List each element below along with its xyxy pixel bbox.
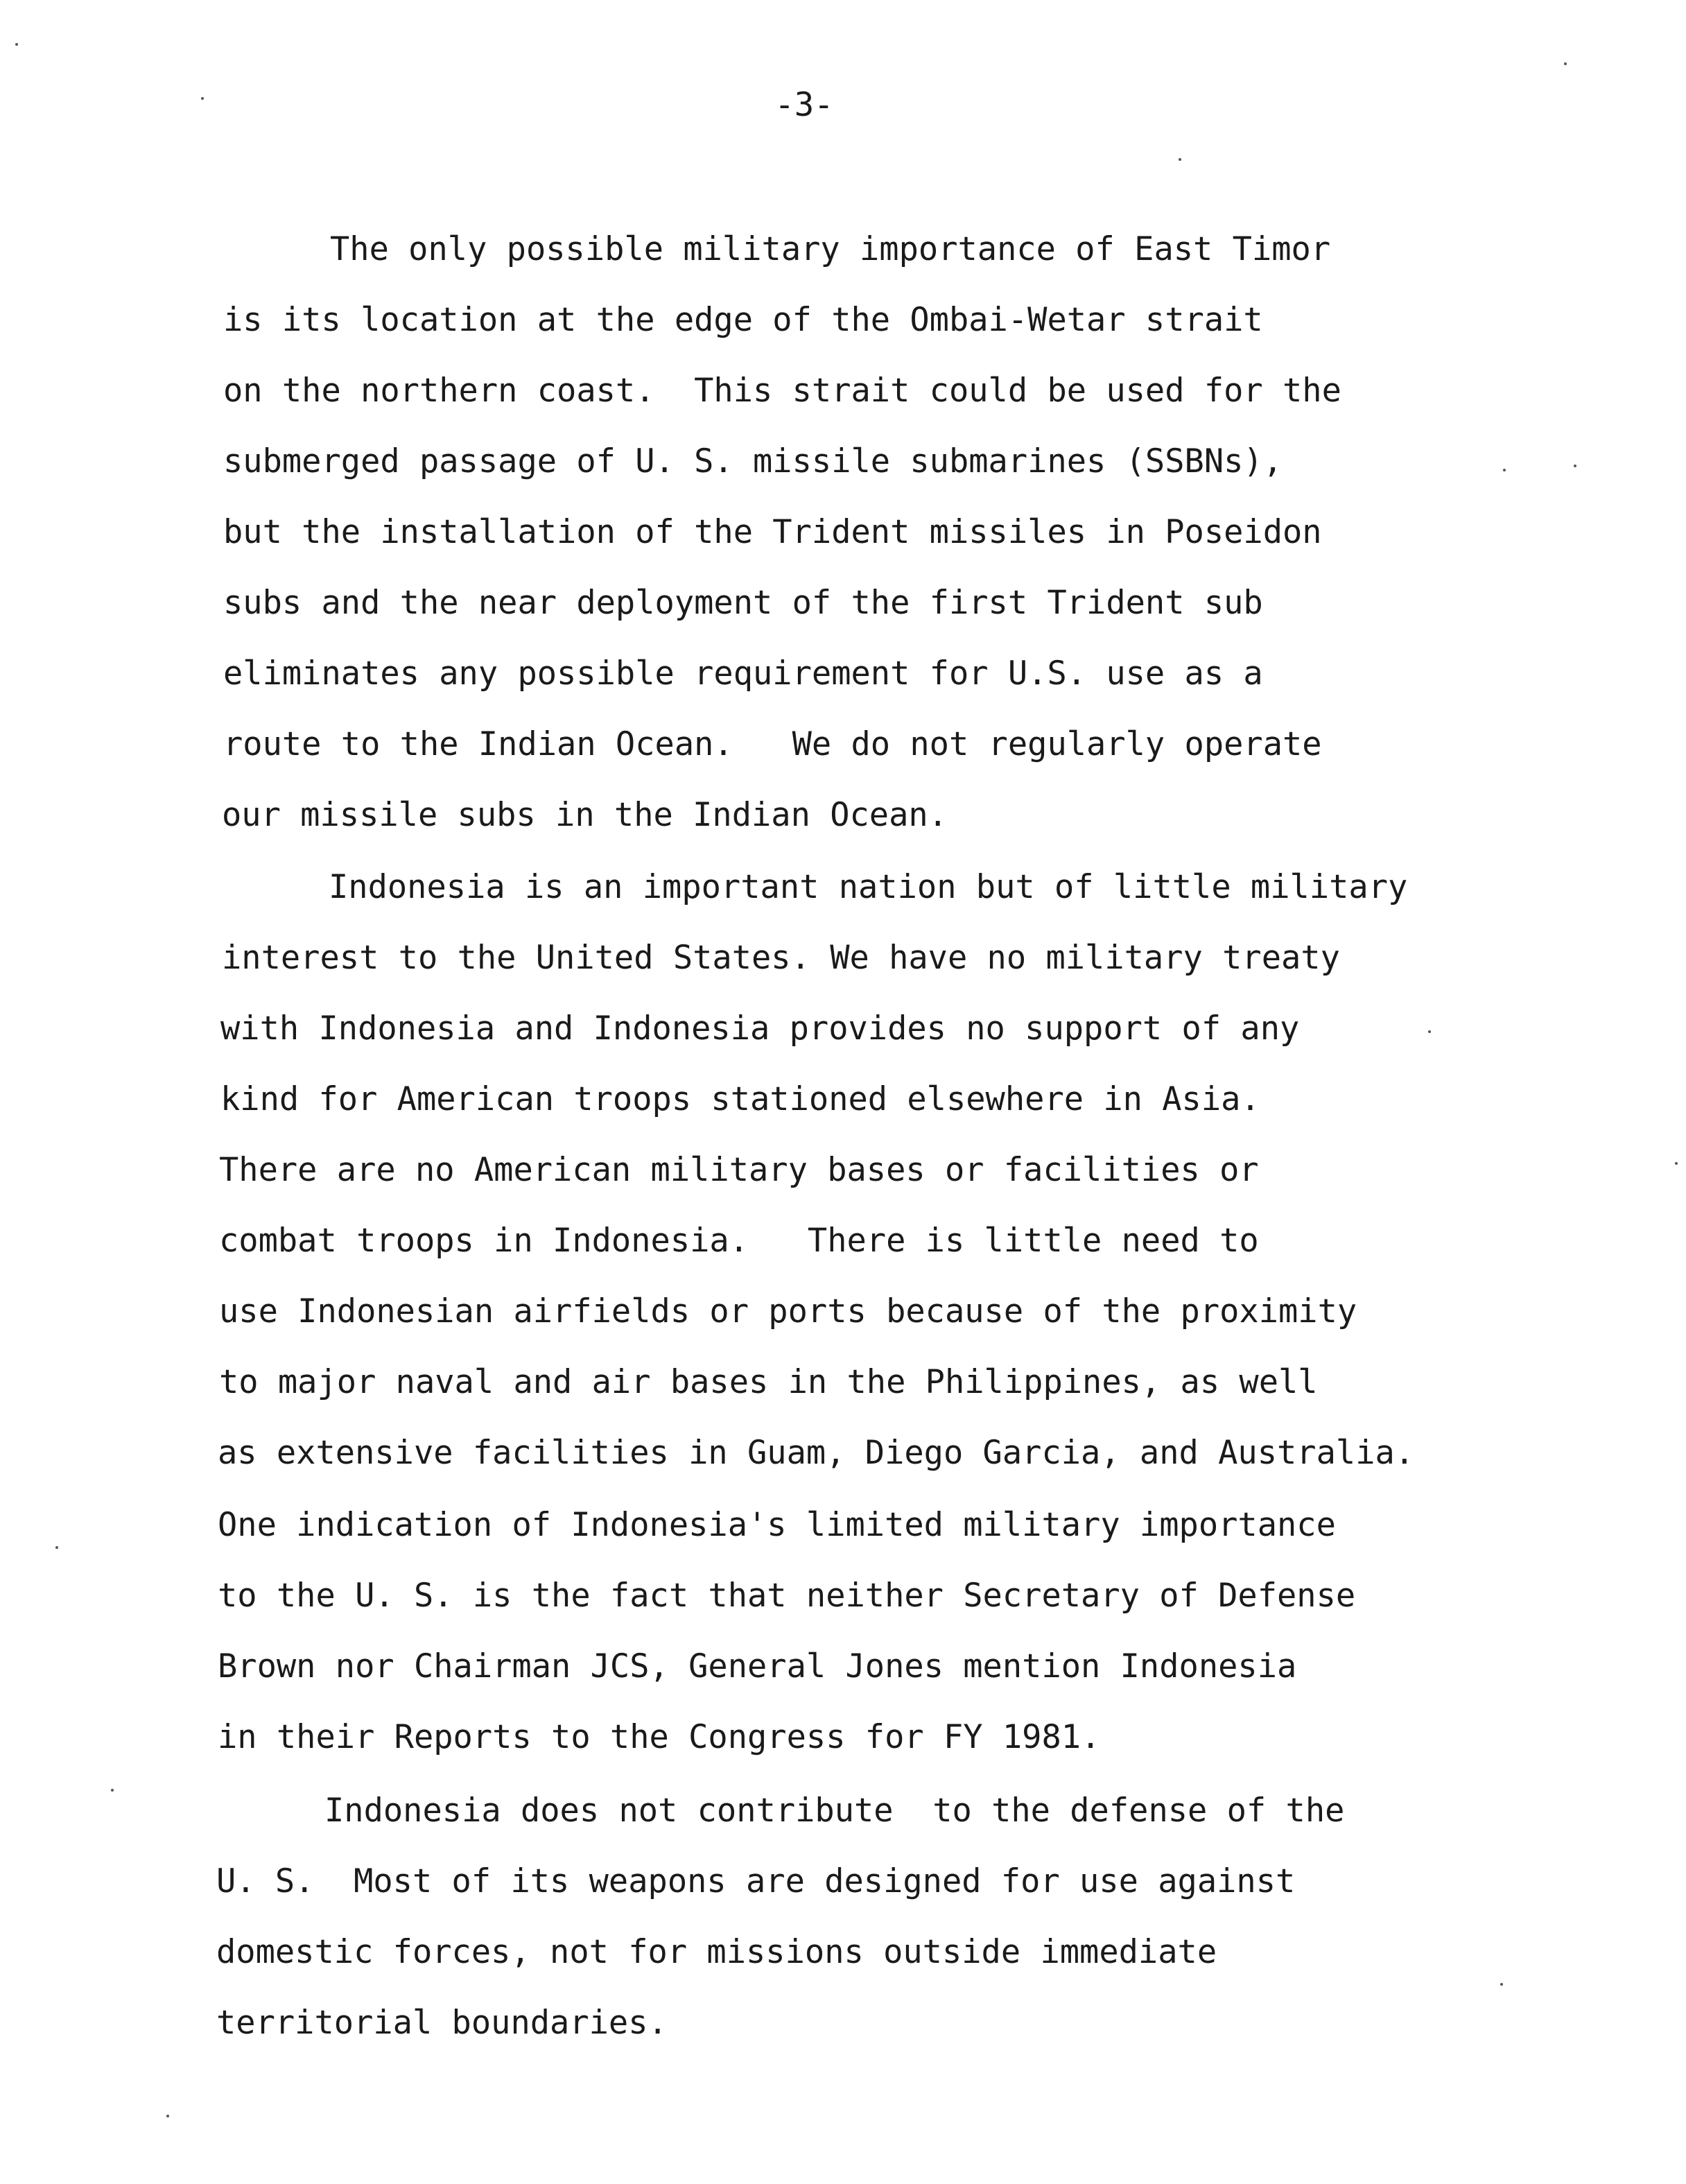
scan-speck (1500, 1983, 1503, 1986)
paragraph-line: eliminates any possible requirement for U.S. use as a (223, 655, 1263, 693)
paragraph-line: There are no American military bases or facilities or (219, 1151, 1259, 1189)
scan-speck (111, 1789, 114, 1792)
paragraph-line: is its location at the edge of the Ombai-Wetar strait (223, 301, 1263, 339)
scan-speck (1503, 469, 1506, 471)
paragraph-line: route to the Indian Ocean. We do not regularly operate (223, 725, 1322, 763)
paragraph-line: The only possible military importance of East Timor (330, 230, 1331, 268)
paragraph-line: Indonesia is an important nation but of little military (329, 868, 1408, 906)
scan-speck (1574, 465, 1576, 467)
scan-speck (166, 2115, 169, 2117)
paragraph-line: U. S. Most of its weapons are designed for use against (216, 1862, 1296, 1900)
scan-speck (1675, 1162, 1678, 1165)
paragraph-line: use Indonesian airfields or ports because of the proximity (219, 1292, 1357, 1331)
paragraph-line: subs and the near deployment of the first Trident sub (223, 584, 1263, 622)
paragraph-line: combat troops in Indonesia. There is little need to (219, 1222, 1259, 1260)
paragraph-line: on the northern coast. This strait could be used for the (223, 372, 1341, 410)
paragraph-line: One indication of Indonesia's limited military importance (218, 1506, 1336, 1544)
scan-speck (201, 97, 204, 100)
paragraph-line: to major naval and air bases in the Philippines, as well (219, 1363, 1318, 1401)
scan-speck (1564, 62, 1567, 65)
paragraph-line: interest to the United States. We have no military treaty (222, 939, 1340, 977)
paragraph-line: Indonesia does not contribute to the defense of the (324, 1792, 1345, 1830)
paragraph-line: kind for American troops stationed elsewhere in Asia. (220, 1080, 1260, 1118)
page-number: -3- (774, 86, 834, 124)
paragraph-line: as extensive facilities in Guam, Diego Garcia, and Australia. (218, 1434, 1415, 1472)
paragraph-line: Brown nor Chairman JCS, General Jones mention Indonesia (218, 1647, 1297, 1685)
paragraph-line: our missile subs in the Indian Ocean. (222, 796, 948, 834)
scan-speck (55, 1546, 58, 1549)
paragraph-line: domestic forces, not for missions outside immediate (216, 1933, 1217, 1971)
paragraph-line: but the installation of the Trident missiles in Poseidon (223, 513, 1322, 551)
scan-speck (15, 43, 18, 46)
paragraph-line: territorial boundaries. (216, 2004, 668, 2042)
scan-speck (1179, 158, 1181, 161)
paragraph-line: in their Reports to the Congress for FY 1981. (218, 1718, 1101, 1756)
scan-speck (1428, 1030, 1431, 1033)
paragraph-line: to the U. S. is the fact that neither Secretary of Defense (218, 1577, 1356, 1615)
paragraph-line: submerged passage of U. S. missile submarines (SSBNs), (223, 442, 1283, 480)
paragraph-line: with Indonesia and Indonesia provides no support of any (220, 1009, 1300, 1048)
